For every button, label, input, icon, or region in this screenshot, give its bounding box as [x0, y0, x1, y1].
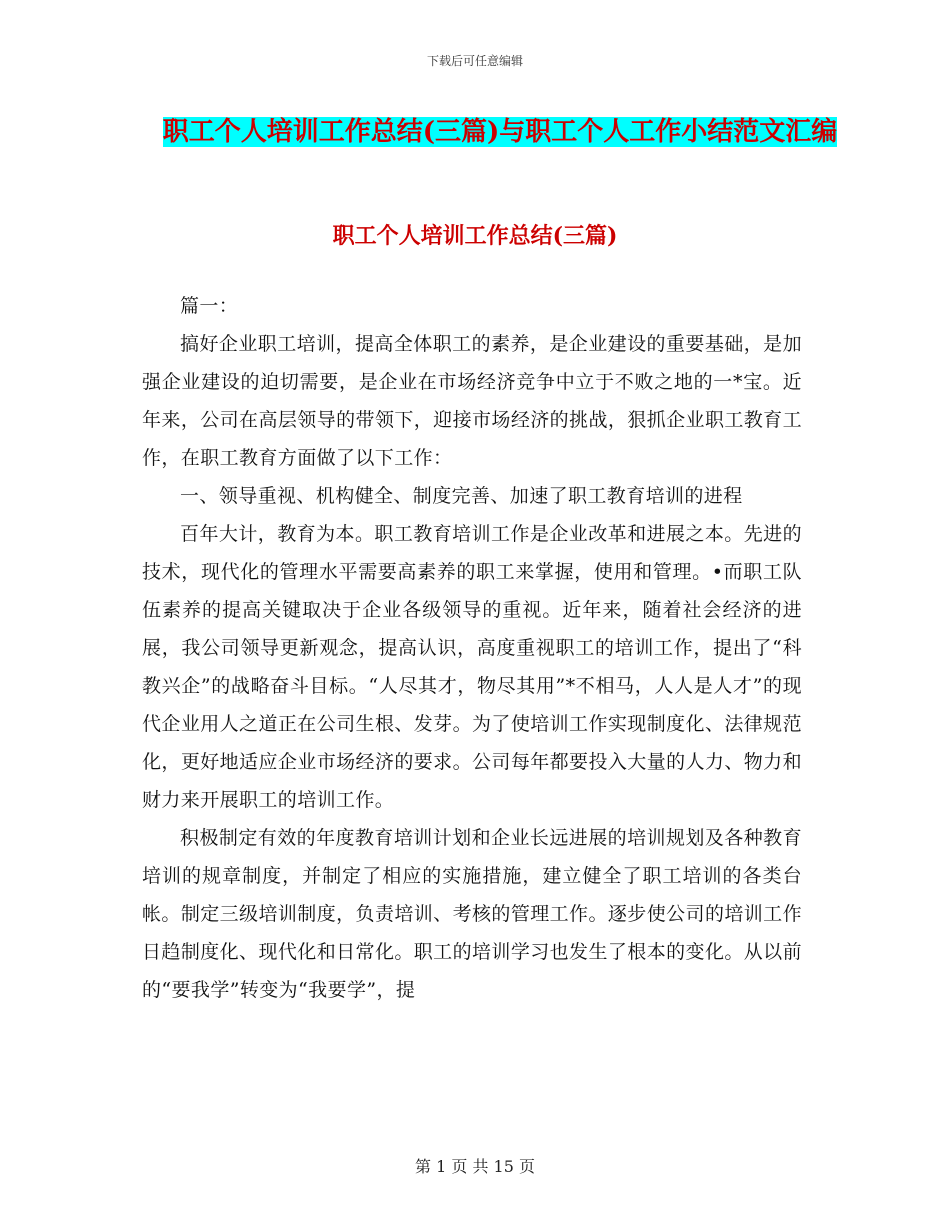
document-body	[142, 287, 802, 1009]
document-title-text: 职工个人培训工作总结(三篇)与职工个人工作小结范文汇编	[162, 117, 838, 147]
paragraph: 篇一：	[180, 295, 239, 317]
section-title: 职工个人培训工作总结(三篇)	[332, 223, 618, 249]
page-number: 第 1 页 共 15 页	[415, 1157, 535, 1176]
header-note: 下载后可任意编辑	[426, 54, 523, 68]
paragraph: 积极制定有效的年度教育培训计划和企业长远进展的培训规划及各种教育培训的规章制度，并制定了相应的实施措施，建立健全了职工培训的各类台帐。制定三级培训制度，负责培训、考核的管理工作。逐步使公司的培训工作日趋制度化、现代化和日常化。职工的培训学习也发生了根本的变化。从以前的“要我学”转变为“我要学”，提	[142, 827, 802, 1001]
paragraph: 百年大计，教育为本。职工教育培训工作是企业改革和进展之本。先进的技术，现代化的管理水平需要高素养的职工来掌握，使用和管理。•而职工队伍素养的提高关键取决于企业各级领导的重视。近年来，随着社会经济的进展，我公司领导更新观念，提高认识，高度重视职工的培训工作，提出了“科教兴企”的战略奋斗目标。“人尽其才，物尽其用”*不相马，人人是人才”的现代企业用人之道正在公司生根、发芽。为了使培训工作实现制度化、法律规范化，更好地适应企业市场经济的要求。公司每年都要投入大量的人力、物力和财力来开展职工的培训工作。	[142, 523, 802, 811]
paragraph: 搞好企业职工培训，提高全体职工的素养，是企业建设的重要基础，是加强企业建设的迫切需要，是企业在市场经济竞争中立于不败之地的一*宝。近年来，公司在高层领导的带领下，迎接市场经济的挑战，狠抓企业职工教育工作，在职工教育方面做了以下工作：	[142, 333, 802, 469]
document-title	[120, 110, 880, 154]
paragraph: 一、领导重视、机构健全、制度完善、加速了职工教育培训的进程	[180, 485, 743, 507]
